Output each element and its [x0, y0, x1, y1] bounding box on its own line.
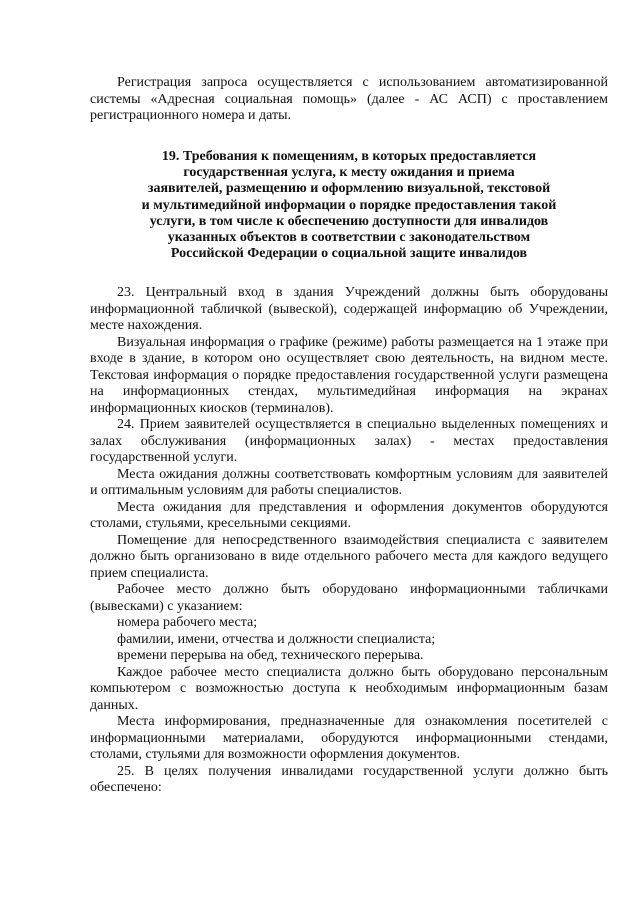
paragraph-workplace-room: Помещение для непосредственного взаимодействия специалиста с заявителем должно быть организовано в виде отдельного рабочего места для каждого ведущего прием специалиста. — [90, 532, 608, 581]
heading-line: Российской Федерации о социальной защите инвалидов — [170, 246, 528, 262]
body-block — [90, 285, 608, 797]
paragraph-25: 25. В целях получения инвалидами государственной услуги должно быть обеспечено: — [90, 763, 608, 795]
heading-line: заявителей, размещению и оформлению визуальной, текстовой — [147, 181, 551, 197]
intro-block — [90, 75, 608, 125]
paragraph-workplace-signs: Рабочее место должно быть оборудовано информационными табличками (вывесками) с указанием: — [90, 582, 608, 614]
list-item-specialist-name: фамилии, имени, отчества и должности специалиста; — [117, 631, 436, 647]
heading-line: государственная услуга, к месту ожидания и приема — [183, 165, 515, 181]
paragraph-24: 24. Прием заявителей осуществляется в специально выделенных помещениях и залах обслуживания (информационных залах) - местах предоставления государственной услуги. — [90, 417, 608, 465]
intro-paragraph: Регистрация запроса осуществляется с использованием автоматизированной системы «Адресная социальная помощь» (далее - АС АСП) с проставлением регистрационного номера и даты. — [90, 75, 608, 123]
paragraph-info-places: Места информирования, предназначенные для ознакомления посетителей с информационными материалами, оборудуются информационными стендами, столами, стульями для возможности оформления документов. — [90, 714, 608, 762]
paragraph-waiting-places: Места ожидания должны соответствовать комфортным условиям для заявителей и оптимальным условиям для работы специалистов. — [90, 466, 608, 498]
heading-line: услуги, в том числе к обеспечению доступности для инвалидов — [149, 213, 549, 229]
list-item-break-time: времени перерыва на обед, технического перерыва. — [117, 648, 424, 663]
heading-line: 19. Требования к помещениям, в которых предоставляется — [161, 149, 537, 164]
paragraph-furniture: Места ожидания для представления и оформления документов оборудуются столами, стульями, кресельными секциями. — [90, 499, 608, 531]
heading-line: и мультимедийной информации о порядке предоставления такой — [141, 197, 557, 213]
heading-line: указанных объектов в соответствии с законодательством — [167, 230, 531, 246]
paragraph-computer: Каждое рабочее место специалиста должно быть оборудовано персональным компьютером с возможностью доступа к необходимым информационным базам данных. — [90, 664, 608, 713]
section-heading — [90, 149, 608, 262]
list-item-workplace-number: номера рабочего места; — [117, 615, 258, 630]
paragraph-visual-info: Визуальная информация о графике (режиме) работы размещается на 1 этаже при входе в здание, в котором оно осуществляет свою деятельность, на видном месте. Текстовая информация о порядке предоставления государственной услуги размещена на информационных стендах, мультимедийная информация на экранах информационных киосков (терминалов). — [90, 334, 608, 416]
paragraph-23: 23. Центральный вход в здания Учреждений должны быть оборудованы информационной табличкой (вывеской), содержащей информацию об Учреждении, месте нахождения. — [90, 285, 608, 333]
